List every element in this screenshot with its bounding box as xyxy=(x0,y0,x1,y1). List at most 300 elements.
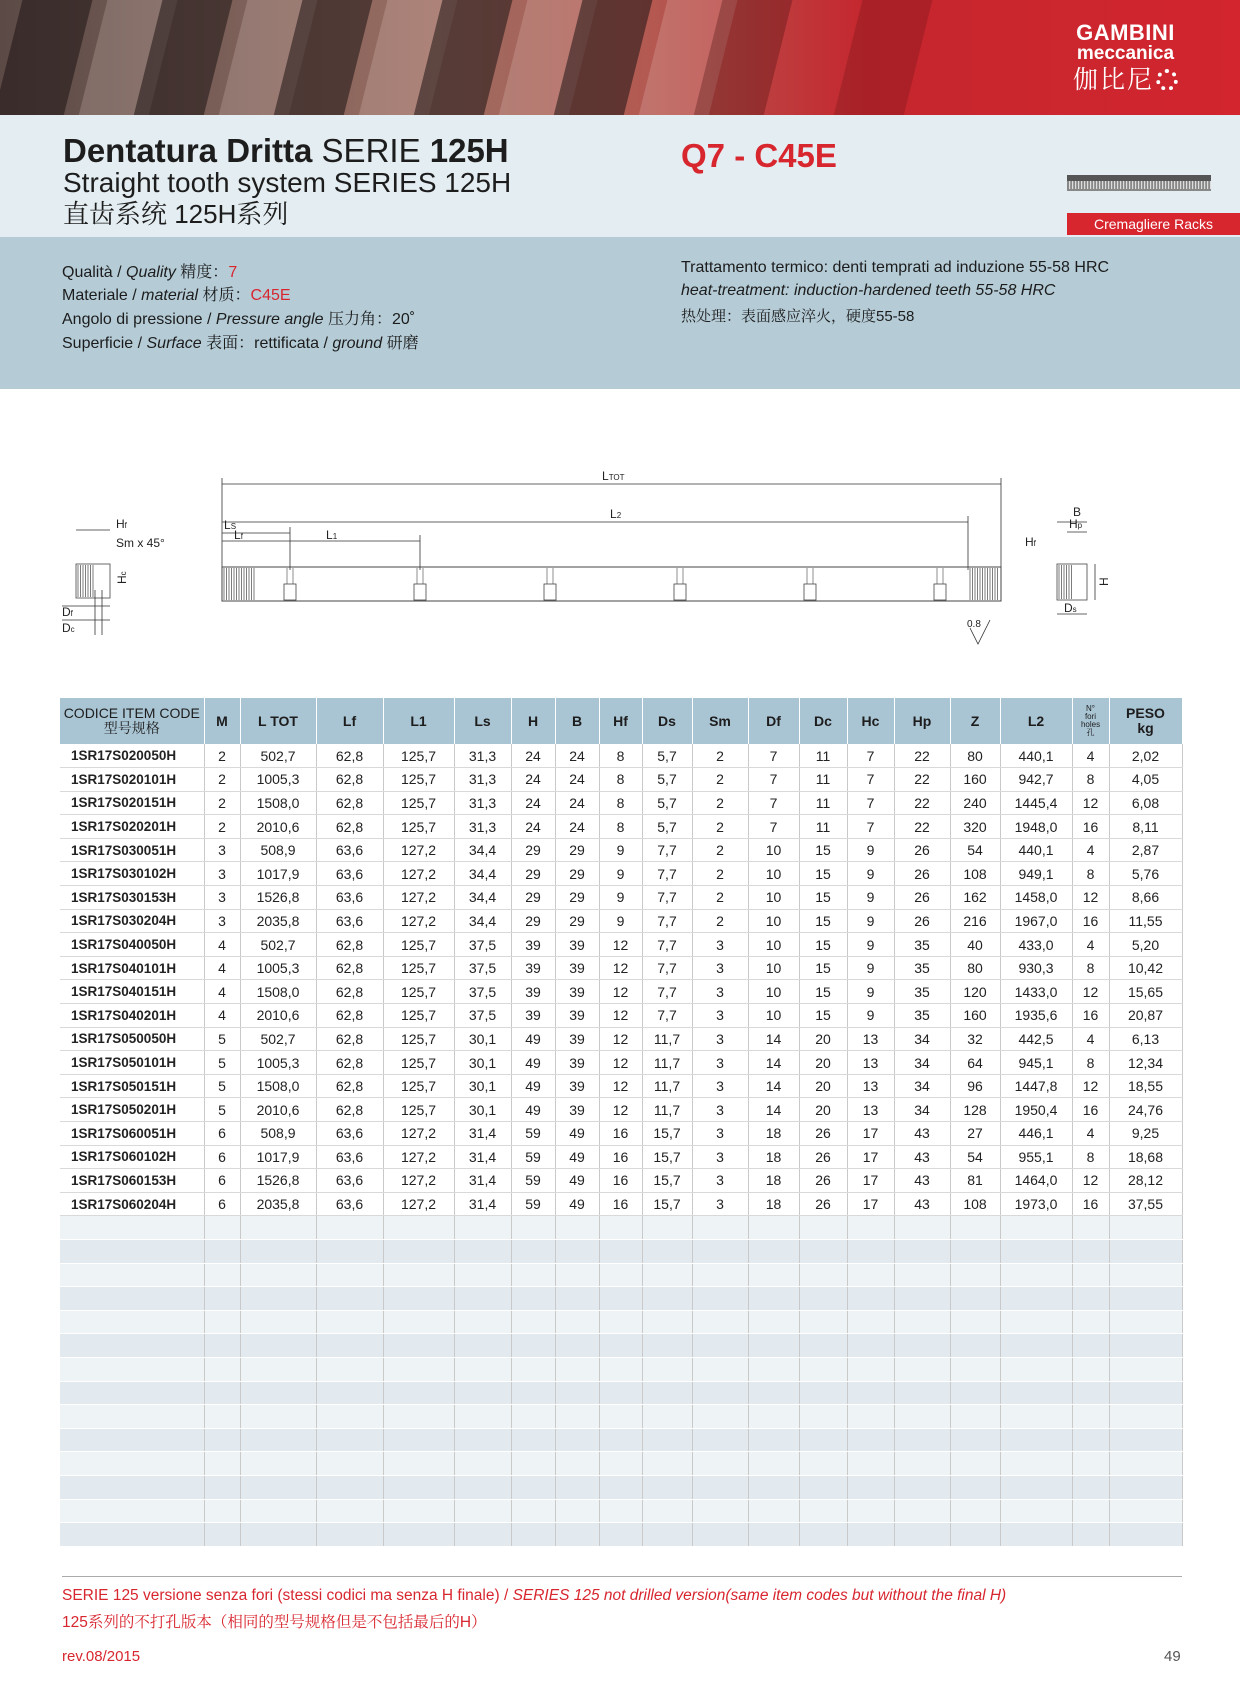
table-cell: 15 xyxy=(799,886,847,910)
table-cell: 10,42 xyxy=(1109,956,1182,980)
empty-row xyxy=(60,1287,1182,1311)
table-cell: 9 xyxy=(599,909,642,933)
table-cell: 3 xyxy=(204,838,240,862)
table-cell: 27 xyxy=(950,1122,1000,1146)
table-cell: 125,7 xyxy=(383,768,454,792)
table-cell: 39 xyxy=(511,980,555,1004)
table-cell: 6 xyxy=(204,1192,240,1216)
table-cell: 12 xyxy=(1072,791,1109,815)
item-code-cell: 1SR17S040151H xyxy=(60,980,204,1004)
table-cell: 12 xyxy=(599,956,642,980)
table-cell: 15 xyxy=(799,862,847,886)
table-cell: 15 xyxy=(799,956,847,980)
table-cell: 54 xyxy=(950,838,1000,862)
table-cell: 9 xyxy=(847,838,894,862)
table-cell: 502,7 xyxy=(240,744,316,768)
table-cell: 2 xyxy=(692,791,748,815)
table-cell: 22 xyxy=(894,744,950,768)
table-cell: 26 xyxy=(894,909,950,933)
dim-l1: L1 xyxy=(326,528,338,542)
table-cell: 6 xyxy=(204,1169,240,1193)
table-cell: 31,3 xyxy=(454,744,511,768)
table-cell: 942,7 xyxy=(1000,768,1072,792)
table-cell: 37,55 xyxy=(1109,1192,1182,1216)
th-z: Z xyxy=(950,698,1000,744)
table-cell: 12 xyxy=(599,1004,642,1028)
table-cell: 15,7 xyxy=(642,1145,692,1169)
table-cell: 3 xyxy=(692,1004,748,1028)
page-subtitle-en: Straight tooth system SERIES 125H xyxy=(63,167,512,198)
table-cell: 16 xyxy=(599,1145,642,1169)
table-cell: 125,7 xyxy=(383,1004,454,1028)
table-cell: 160 xyxy=(950,1004,1000,1028)
table-cell: 1017,9 xyxy=(240,862,316,886)
product-table xyxy=(60,698,1182,1547)
table-cell: 39 xyxy=(555,933,599,957)
table-cell: 125,7 xyxy=(383,1027,454,1051)
table-cell: 7 xyxy=(748,815,799,839)
table-cell: 24 xyxy=(555,744,599,768)
th-l1: L1 xyxy=(383,698,454,744)
table-cell: 29 xyxy=(555,909,599,933)
table-cell: 39 xyxy=(555,956,599,980)
table-cell: 2 xyxy=(692,815,748,839)
table-cell: 8,11 xyxy=(1109,815,1182,839)
table-cell: 39 xyxy=(555,1098,599,1122)
table-cell: 3 xyxy=(692,933,748,957)
table-cell: 9 xyxy=(847,886,894,910)
table-cell: 34,4 xyxy=(454,909,511,933)
table-cell: 15,7 xyxy=(642,1192,692,1216)
dim-b: B xyxy=(1073,505,1082,519)
item-code-cell: 1SR17S020050H xyxy=(60,744,204,768)
table-row xyxy=(60,862,1182,886)
empty-row xyxy=(60,1334,1182,1358)
table-cell: 949,1 xyxy=(1000,862,1072,886)
table-cell: 8 xyxy=(599,815,642,839)
table-cell: 3 xyxy=(204,909,240,933)
th-lf: Lf xyxy=(316,698,383,744)
table-cell: 39 xyxy=(511,933,555,957)
table-cell: 26 xyxy=(894,886,950,910)
table-cell: 9 xyxy=(847,1004,894,1028)
table-cell: 3 xyxy=(692,1192,748,1216)
spec-heat-cn: 热处理：表面感应淬火，硬度55-58 xyxy=(681,308,915,325)
table-cell: 62,8 xyxy=(316,1004,383,1028)
item-code-cell: 1SR17S050050H xyxy=(60,1027,204,1051)
table-cell: 5,7 xyxy=(642,744,692,768)
table-cell: 930,3 xyxy=(1000,956,1072,980)
table-cell: 8 xyxy=(1072,862,1109,886)
table-cell: 39 xyxy=(555,1074,599,1098)
table-cell: 35 xyxy=(894,1004,950,1028)
table-cell: 17 xyxy=(847,1169,894,1193)
table-cell: 11 xyxy=(799,744,847,768)
dim-hf-right: Hf xyxy=(1025,535,1036,549)
table-cell: 14 xyxy=(748,1074,799,1098)
table-cell: 160 xyxy=(950,768,1000,792)
page-subtitle-cn: 直齿系统 125H系列 xyxy=(63,199,289,229)
table-cell: 62,8 xyxy=(316,744,383,768)
table-row xyxy=(60,933,1182,957)
spec-pressure-angle: Angolo di pressione / Pressure angle 压力角：20˚ xyxy=(62,311,416,328)
table-cell: 9 xyxy=(599,862,642,886)
table-cell: 63,6 xyxy=(316,838,383,862)
table-cell: 9 xyxy=(599,886,642,910)
table-cell: 7 xyxy=(847,744,894,768)
technical-drawing xyxy=(50,460,1190,660)
spec-heat-en: heat-treatment: induction-hardened teeth 55-58 HRC xyxy=(681,282,1056,299)
rack-thumbnail-icon xyxy=(1067,171,1211,193)
table-row xyxy=(60,768,1182,792)
dim-ls: LS xyxy=(224,518,237,532)
table-cell: 63,6 xyxy=(316,1145,383,1169)
table-cell: 12 xyxy=(599,933,642,957)
table-row xyxy=(60,791,1182,815)
table-cell: 127,2 xyxy=(383,862,454,886)
table-cell: 1950,4 xyxy=(1000,1098,1072,1122)
table-cell: 1458,0 xyxy=(1000,886,1072,910)
table-cell: 6,08 xyxy=(1109,791,1182,815)
table-cell: 14 xyxy=(748,1051,799,1075)
table-cell: 49 xyxy=(555,1122,599,1146)
table-cell: 4 xyxy=(204,956,240,980)
th-dc: Dc xyxy=(799,698,847,744)
table-cell: 7,7 xyxy=(642,862,692,886)
table-cell: 7,7 xyxy=(642,933,692,957)
table-cell: 125,7 xyxy=(383,1051,454,1075)
table-cell: 5 xyxy=(204,1027,240,1051)
item-code-cell: 1SR17S020201H xyxy=(60,815,204,839)
table-cell: 18,55 xyxy=(1109,1074,1182,1098)
table-cell: 1464,0 xyxy=(1000,1169,1072,1193)
table-cell: 20 xyxy=(799,1098,847,1122)
table-cell: 240 xyxy=(950,791,1000,815)
table-cell: 31,4 xyxy=(454,1145,511,1169)
table-cell: 39 xyxy=(555,1004,599,1028)
table-cell: 49 xyxy=(511,1051,555,1075)
table-cell: 3 xyxy=(692,1169,748,1193)
table-cell: 2010,6 xyxy=(240,1098,316,1122)
item-code-cell: 1SR17S020101H xyxy=(60,768,204,792)
empty-row xyxy=(60,1381,1182,1405)
table-cell: 12 xyxy=(1072,1074,1109,1098)
empty-row xyxy=(60,1310,1182,1334)
table-cell: 2 xyxy=(692,862,748,886)
th-hc: Hc xyxy=(847,698,894,744)
roughness-value: 0.8 xyxy=(967,619,981,630)
table-cell: 5,7 xyxy=(642,815,692,839)
table-cell: 127,2 xyxy=(383,886,454,910)
table-cell: 11 xyxy=(799,791,847,815)
table-cell: 63,6 xyxy=(316,886,383,910)
table-row xyxy=(60,1192,1182,1216)
dim-hc: Hc xyxy=(115,571,129,584)
table-cell: 127,2 xyxy=(383,909,454,933)
table-cell: 3 xyxy=(204,886,240,910)
dim-dc: Dc xyxy=(62,621,75,635)
table-cell: 11,7 xyxy=(642,1051,692,1075)
table-cell: 9 xyxy=(847,956,894,980)
table-cell: 127,2 xyxy=(383,838,454,862)
table-cell: 59 xyxy=(511,1122,555,1146)
table-cell: 4 xyxy=(1072,838,1109,862)
table-cell: 9 xyxy=(847,933,894,957)
table-cell: 11,7 xyxy=(642,1098,692,1122)
table-cell: 12,34 xyxy=(1109,1051,1182,1075)
dim-hf: Hf xyxy=(116,517,127,531)
table-cell: 16 xyxy=(1072,815,1109,839)
table-cell: 31,3 xyxy=(454,815,511,839)
table-cell: 30,1 xyxy=(454,1098,511,1122)
empty-row xyxy=(60,1452,1182,1476)
footnote-cn: 125系列的不打孔版本（相同的型号规格但是不包括最后的H） xyxy=(62,1614,487,1631)
table-cell: 2010,6 xyxy=(240,815,316,839)
table-cell: 80 xyxy=(950,744,1000,768)
th-b: B xyxy=(555,698,599,744)
table-cell: 35 xyxy=(894,980,950,1004)
table-row xyxy=(60,1074,1182,1098)
table-cell: 40 xyxy=(950,933,1000,957)
dim-sm: Sm x 45° xyxy=(116,536,165,550)
table-cell: 16 xyxy=(1072,1192,1109,1216)
table-row xyxy=(60,1122,1182,1146)
table-cell: 17 xyxy=(847,1192,894,1216)
table-cell: 1447,8 xyxy=(1000,1074,1072,1098)
specs-panel xyxy=(0,237,1240,389)
table-cell: 63,6 xyxy=(316,909,383,933)
table-cell: 37,5 xyxy=(454,933,511,957)
item-code-cell: 1SR17S050151H xyxy=(60,1074,204,1098)
dim-hp: Hp xyxy=(1069,517,1083,531)
item-code-cell: 1SR17S060102H xyxy=(60,1145,204,1169)
table-cell: 26 xyxy=(799,1192,847,1216)
th-ls: Ls xyxy=(454,698,511,744)
spec-material: Materiale / material 材质：C45E xyxy=(62,287,291,304)
empty-row xyxy=(60,1475,1182,1499)
table-cell: 3 xyxy=(204,862,240,886)
table-cell: 10 xyxy=(748,886,799,910)
table-cell: 6,13 xyxy=(1109,1027,1182,1051)
table-cell: 14 xyxy=(748,1098,799,1122)
table-cell: 4,05 xyxy=(1109,768,1182,792)
empty-row xyxy=(60,1263,1182,1287)
table-cell: 955,1 xyxy=(1000,1145,1072,1169)
table-cell: 43 xyxy=(894,1145,950,1169)
table-cell: 39 xyxy=(511,956,555,980)
table-cell: 16 xyxy=(1072,909,1109,933)
table-cell: 18,68 xyxy=(1109,1145,1182,1169)
empty-row xyxy=(60,1357,1182,1381)
table-cell: 49 xyxy=(555,1169,599,1193)
table-row xyxy=(60,1098,1182,1122)
table-cell: 3 xyxy=(692,1074,748,1098)
table-row xyxy=(60,1051,1182,1075)
table-cell: 9 xyxy=(847,980,894,1004)
table-cell: 35 xyxy=(894,956,950,980)
item-code-cell: 1SR17S030204H xyxy=(60,909,204,933)
table-cell: 59 xyxy=(511,1145,555,1169)
table-cell: 127,2 xyxy=(383,1169,454,1193)
table-cell: 20 xyxy=(799,1027,847,1051)
table-cell: 18 xyxy=(748,1192,799,1216)
table-row xyxy=(60,744,1182,768)
table-cell: 2 xyxy=(204,815,240,839)
table-cell: 11,55 xyxy=(1109,909,1182,933)
table-cell: 37,5 xyxy=(454,1004,511,1028)
table-cell: 16 xyxy=(599,1122,642,1146)
table-cell: 31,3 xyxy=(454,791,511,815)
item-code-cell: 1SR17S050201H xyxy=(60,1098,204,1122)
table-cell: 2 xyxy=(692,744,748,768)
table-cell: 12 xyxy=(599,980,642,1004)
table-cell: 62,8 xyxy=(316,980,383,1004)
table-cell: 5,7 xyxy=(642,791,692,815)
table-cell: 16 xyxy=(1072,1098,1109,1122)
quality-material-title: Q7 - C45E xyxy=(681,137,837,174)
table-cell: 12 xyxy=(1072,886,1109,910)
table-cell: 7 xyxy=(748,768,799,792)
table-cell: 15 xyxy=(799,838,847,862)
table-cell: 37,5 xyxy=(454,980,511,1004)
revision: rev.08/2015 xyxy=(62,1648,141,1665)
table-cell: 26 xyxy=(799,1122,847,1146)
table-cell: 12 xyxy=(599,1098,642,1122)
table-cell: 9 xyxy=(847,909,894,933)
table-cell: 125,7 xyxy=(383,744,454,768)
item-code-cell: 1SR17S040050H xyxy=(60,933,204,957)
table-cell: 1526,8 xyxy=(240,886,316,910)
table-cell: 62,8 xyxy=(316,1027,383,1051)
table-cell: 13 xyxy=(847,1074,894,1098)
table-cell: 108 xyxy=(950,862,1000,886)
empty-row xyxy=(60,1523,1182,1547)
th-code: CODICE ITEM CODE 型号规格 xyxy=(60,698,204,744)
table-cell: 502,7 xyxy=(240,933,316,957)
table-cell: 13 xyxy=(847,1098,894,1122)
table-cell: 1445,4 xyxy=(1000,791,1072,815)
table-cell: 18 xyxy=(748,1145,799,1169)
table-cell: 1508,0 xyxy=(240,1074,316,1098)
table-cell: 20 xyxy=(799,1074,847,1098)
footer-divider xyxy=(62,1576,1182,1577)
table-cell: 2035,8 xyxy=(240,909,316,933)
table-cell: 1508,0 xyxy=(240,791,316,815)
table-cell: 125,7 xyxy=(383,933,454,957)
table-cell: 37,5 xyxy=(454,956,511,980)
table-cell: 34,4 xyxy=(454,886,511,910)
table-cell: 26 xyxy=(894,862,950,886)
table-cell: 125,7 xyxy=(383,1098,454,1122)
table-cell: 12 xyxy=(599,1074,642,1098)
table-cell: 29 xyxy=(555,838,599,862)
table-cell: 24 xyxy=(511,815,555,839)
table-cell: 26 xyxy=(799,1169,847,1193)
table-cell: 28,12 xyxy=(1109,1169,1182,1193)
table-cell: 7 xyxy=(847,815,894,839)
table-cell: 6 xyxy=(204,1145,240,1169)
table-cell: 945,1 xyxy=(1000,1051,1072,1075)
item-code-cell: 1SR17S060204H xyxy=(60,1192,204,1216)
table-cell: 1005,3 xyxy=(240,768,316,792)
table-cell: 9 xyxy=(847,862,894,886)
table-cell: 127,2 xyxy=(383,1192,454,1216)
table-cell: 62,8 xyxy=(316,956,383,980)
table-cell: 34 xyxy=(894,1027,950,1051)
table-cell: 96 xyxy=(950,1074,1000,1098)
table-cell: 31,4 xyxy=(454,1192,511,1216)
table-cell: 5,76 xyxy=(1109,862,1182,886)
table-cell: 24 xyxy=(511,744,555,768)
table-cell: 24,76 xyxy=(1109,1098,1182,1122)
table-cell: 3 xyxy=(692,1051,748,1075)
table-cell: 1526,8 xyxy=(240,1169,316,1193)
table-cell: 29 xyxy=(555,886,599,910)
table-cell: 11 xyxy=(799,768,847,792)
table-cell: 7,7 xyxy=(642,886,692,910)
table-cell: 13 xyxy=(847,1051,894,1075)
table-cell: 2 xyxy=(692,768,748,792)
table-cell: 7,7 xyxy=(642,1004,692,1028)
table-cell: 9 xyxy=(599,838,642,862)
table-cell: 24 xyxy=(511,768,555,792)
th-ltot: L TOT xyxy=(240,698,316,744)
table-cell: 10 xyxy=(748,838,799,862)
table-cell: 63,6 xyxy=(316,862,383,886)
table-cell: 63,6 xyxy=(316,1192,383,1216)
table-cell: 320 xyxy=(950,815,1000,839)
table-cell: 5,7 xyxy=(642,768,692,792)
gear-icon xyxy=(1156,69,1178,91)
table-cell: 4 xyxy=(204,933,240,957)
table-cell: 4 xyxy=(1072,1122,1109,1146)
table-cell: 7,7 xyxy=(642,980,692,1004)
table-cell: 2,02 xyxy=(1109,744,1182,768)
th-peso: PESO kg xyxy=(1109,698,1182,744)
table-cell: 7,7 xyxy=(642,956,692,980)
th-hf: Hf xyxy=(599,698,642,744)
table-cell: 125,7 xyxy=(383,980,454,1004)
table-cell: 49 xyxy=(555,1145,599,1169)
table-header-row xyxy=(60,698,1182,744)
table-cell: 43 xyxy=(894,1192,950,1216)
table-cell: 81 xyxy=(950,1169,1000,1193)
table-cell: 1433,0 xyxy=(1000,980,1072,1004)
table-cell: 2,87 xyxy=(1109,838,1182,862)
table-cell: 29 xyxy=(511,886,555,910)
table-cell: 17 xyxy=(847,1122,894,1146)
table-cell: 62,8 xyxy=(316,933,383,957)
th-hp: Hp xyxy=(894,698,950,744)
table-cell: 34,4 xyxy=(454,862,511,886)
table-cell: 39 xyxy=(555,1051,599,1075)
table-cell: 29 xyxy=(511,862,555,886)
th-df: Df xyxy=(748,698,799,744)
table-cell: 2 xyxy=(204,791,240,815)
table-cell: 15 xyxy=(799,1004,847,1028)
table-cell: 1005,3 xyxy=(240,956,316,980)
table-cell: 24 xyxy=(555,791,599,815)
table-cell: 43 xyxy=(894,1122,950,1146)
table-cell: 80 xyxy=(950,956,1000,980)
table-cell: 24 xyxy=(555,815,599,839)
table-cell: 20 xyxy=(799,1051,847,1075)
table-cell: 30,1 xyxy=(454,1074,511,1098)
table-cell: 35 xyxy=(894,933,950,957)
table-row xyxy=(60,1145,1182,1169)
table-cell: 120 xyxy=(950,980,1000,1004)
table-row xyxy=(60,1027,1182,1051)
